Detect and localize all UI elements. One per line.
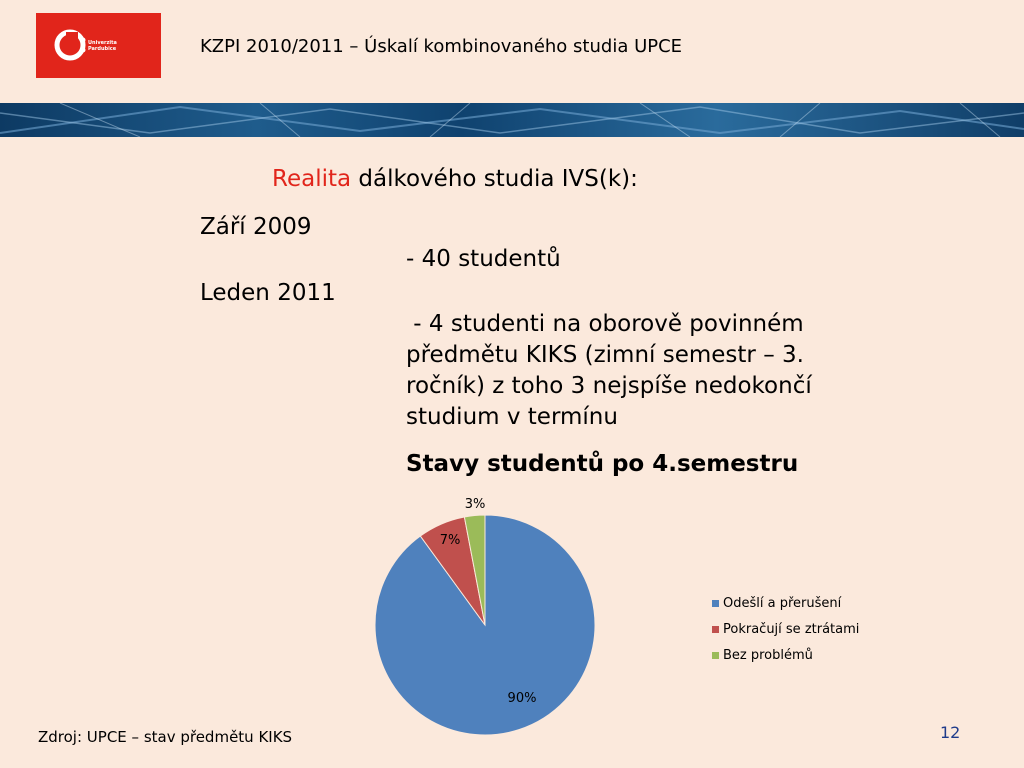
data-label-2: 3% xyxy=(464,497,486,512)
legend-item-2 xyxy=(712,642,859,668)
legend-swatch-0 xyxy=(712,600,719,607)
legend-label-2: Bez problémů xyxy=(723,647,813,663)
legend-label-1: Pokračují se ztrátami xyxy=(723,621,860,637)
item-2-line-2: předmětu KIKS (zimní semestr – 3. xyxy=(406,342,804,368)
data-label-1: 7% xyxy=(439,533,461,548)
chart-legend xyxy=(712,590,859,668)
chart-title: Stavy studentů po 4.semestru xyxy=(406,451,799,477)
data-label-0: 90% xyxy=(507,691,537,706)
legend-item-1 xyxy=(712,616,859,642)
page-number: 12 xyxy=(940,723,961,742)
heading-accent: Realita xyxy=(272,166,352,192)
legend-swatch-1 xyxy=(712,626,719,633)
legend-item-0 xyxy=(712,590,859,616)
header-title: KZPI 2010/2011 – Úskalí kombinovaného studia UPCE xyxy=(200,36,683,57)
date-label-2: Leden 2011 xyxy=(200,280,336,306)
item-2-line-4: studium v termínu xyxy=(406,404,618,430)
heading-rest: dálkového studia IVS(k): xyxy=(351,166,638,192)
date-label-1: Září 2009 xyxy=(200,214,312,240)
logo-text-line2: Pardubice xyxy=(88,46,117,52)
item-1: - 40 studentů xyxy=(406,246,561,272)
legend-label-0: Odešlí a přerušení xyxy=(723,595,842,611)
logo-text-line1: Univerzita xyxy=(88,40,117,46)
source-note: Zdroj: UPCE – stav předmětu KIKS xyxy=(38,728,293,746)
item-2-line-1: - 4 studenti na oborově povinném xyxy=(406,311,804,337)
legend-swatch-2 xyxy=(712,652,719,659)
item-2-line-3: ročník) z toho 3 nejspíše nedokončí xyxy=(406,373,812,399)
